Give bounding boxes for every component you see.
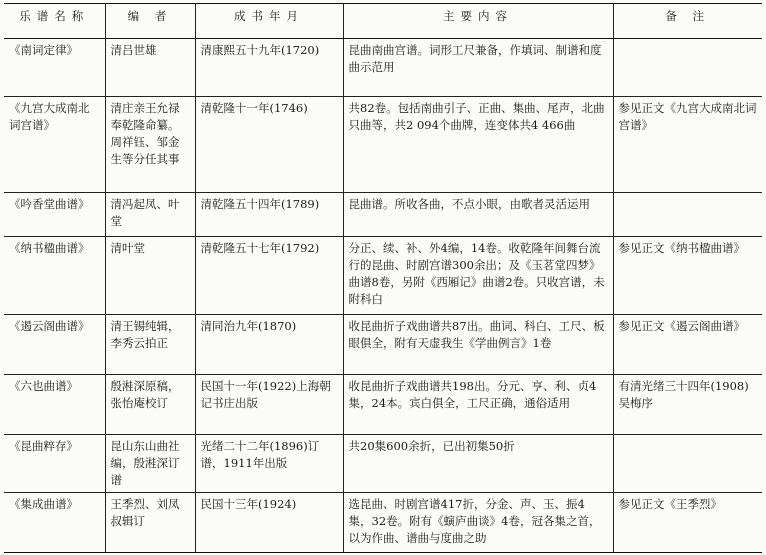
cell-content: 收昆曲折子戏曲谱共87出。曲词、科白、工尺、板眼俱全，附有天虚我生《学曲例言》1卷 xyxy=(343,315,613,375)
cell-year: 光绪二十二年(1896)订谱，1911年出版 xyxy=(195,435,343,493)
cell-content: 收昆曲折子戏曲谱共198出。分元、亨、利、贞4集，24本。宾白俱全，工尺正确，通俗适用 xyxy=(343,375,613,435)
cell-name: 《南词定律》 xyxy=(4,39,105,97)
cell-year: 民国十三年(1924) xyxy=(195,493,343,553)
cell-content: 昆曲南曲宫谱。词形工尺兼备，作填词、制谱和度曲示范用 xyxy=(343,39,613,97)
cell-note: 参见正文《纳书楹曲谱》 xyxy=(613,237,762,315)
cell-name: 《集成曲谱》 xyxy=(4,493,105,553)
header-year: 成书年月 xyxy=(195,4,343,39)
cell-note xyxy=(613,435,762,493)
header-content: 主要内容 xyxy=(343,4,613,39)
table-row xyxy=(4,315,762,375)
music-score-table xyxy=(4,3,762,553)
cell-year: 清同治九年(1870) xyxy=(195,315,343,375)
table-row xyxy=(4,237,762,315)
table-row xyxy=(4,435,762,493)
cell-name: 《九宫大成南北词宫谱》 xyxy=(4,97,105,193)
cell-year: 清康熙五十九年(1720) xyxy=(195,39,343,97)
cell-author: 殷溎深原稿，张怡庵校订 xyxy=(105,375,195,435)
header-row xyxy=(4,4,762,39)
cell-name: 《六也曲谱》 xyxy=(4,375,105,435)
cell-author: 清叶堂 xyxy=(105,237,195,315)
table-row xyxy=(4,39,762,97)
cell-author: 清王锡纯辑，李秀云拍正 xyxy=(105,315,195,375)
header-name: 乐谱名称 xyxy=(4,4,105,39)
cell-year: 清乾隆五十七年(1792) xyxy=(195,237,343,315)
cell-author: 清庄亲王允禄奉乾隆命纂。周祥钰、邹金生等分任其事 xyxy=(105,97,195,193)
cell-year: 民国十一年(1922)上海朝记书庄出版 xyxy=(195,375,343,435)
header-author: 编 者 xyxy=(105,4,195,39)
cell-year: 清乾隆十一年(1746) xyxy=(195,97,343,193)
cell-author: 清吕世雄 xyxy=(105,39,195,97)
header-note: 备 注 xyxy=(613,4,762,39)
cell-year: 清乾隆五十四年(1789) xyxy=(195,193,343,237)
cell-content: 共82卷。包括南曲引子、正曲、集曲、尾声，北曲只曲等，共2 094个曲牌，连变体共4 466曲 xyxy=(343,97,613,193)
table-row xyxy=(4,493,762,553)
cell-note: 参见正文《王季烈》 xyxy=(613,493,762,553)
cell-note: 有清光绪三十四年(1908)吴梅序 xyxy=(613,375,762,435)
cell-content: 共20集600余折，已出初集50折 xyxy=(343,435,613,493)
cell-content: 昆曲谱。所收各曲，不点小眼，由歌者灵活运用 xyxy=(343,193,613,237)
cell-author: 王季烈、刘凤叔辑订 xyxy=(105,493,195,553)
cell-content: 选昆曲、时剧宫谱417折，分金、声、玉、振4集，32卷。附有《螾庐曲谈》4卷，冠各集之首，以为作曲、谱曲与度曲之助 xyxy=(343,493,613,553)
cell-note: 参见正文《遏云阁曲谱》 xyxy=(613,315,762,375)
cell-note xyxy=(613,39,762,97)
cell-name: 《纳书楹曲谱》 xyxy=(4,237,105,315)
cell-author: 清冯起凤、叶堂 xyxy=(105,193,195,237)
table-row xyxy=(4,193,762,237)
cell-note: 参见正文《九宫大成南北词宫谱》 xyxy=(613,97,762,193)
cell-content: 分正、续、补、外4编，14卷。收乾隆年间舞台流行的昆曲、时剧宫谱300余出；及《玉茗堂四梦》曲谱8卷，另附《西厢记》曲谱2卷。只收宫谱，未附科白 xyxy=(343,237,613,315)
cell-name: 《吟香堂曲谱》 xyxy=(4,193,105,237)
cell-author: 昆山东山曲社编，殷溎深订谱 xyxy=(105,435,195,493)
cell-name: 《昆曲粹存》 xyxy=(4,435,105,493)
table-row xyxy=(4,97,762,193)
cell-name: 《遏云阁曲谱》 xyxy=(4,315,105,375)
table-row xyxy=(4,375,762,435)
cell-note xyxy=(613,193,762,237)
